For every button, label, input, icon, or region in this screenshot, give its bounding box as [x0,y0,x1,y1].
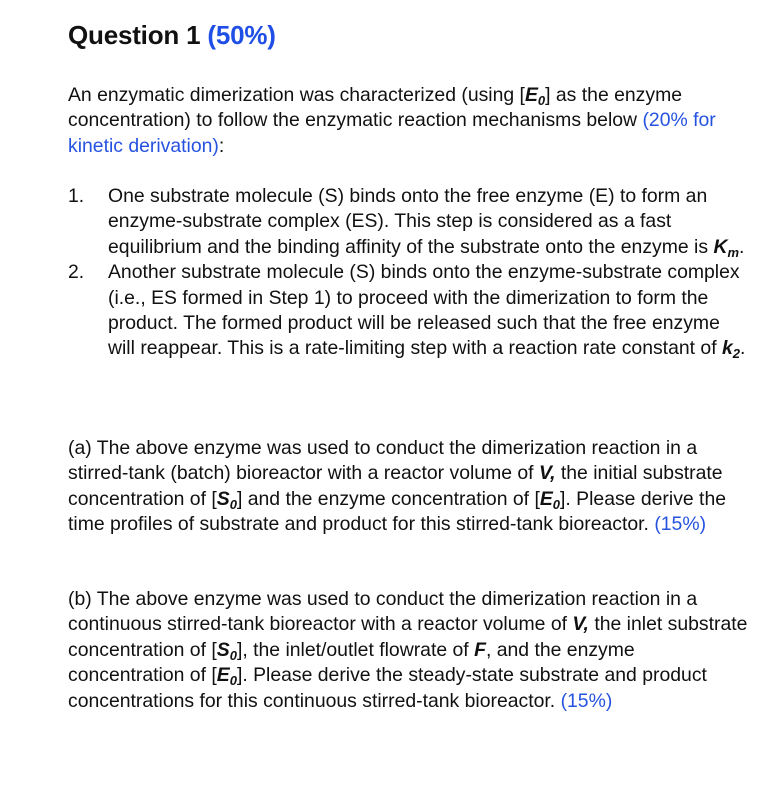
step-number: 2. [68,261,85,284]
part-a-s-var: S [216,487,230,510]
intro-e0-var: E [524,84,538,106]
part-b-text-1: The above enzyme was used to conduct the dimerization reaction in a continuous stirred-tank bioreactor with a reactor volume of [68,588,698,636]
intro-text-1: An enzymatic dimerization was characterized (using [ [68,84,525,106]
step-text: Another substrate molecule (S) binds onto the enzyme-substrate complex (i.e., ES formed in Step 1) to proceed with the dimerization to form the product. The formed product will be released such that the free enzyme will reappear. This is a rate-limiting step with a reaction rate constant of [108,261,740,360]
part-b-label: (b) [68,588,92,610]
part-b-e-var: E [216,664,230,687]
step-var: K [713,235,728,258]
mechanism-steps [68,184,748,362]
part-a-text-1: The above enzyme was used to conduct the dimerization reaction in a stirred-tank (batch) bioreactor with a reactor volume of [68,437,698,485]
part-b-paragraph [68,587,748,714]
step-number: 1. [68,185,85,207]
part-a-paragraph [68,436,748,538]
part-a-s-sub: 0 [229,496,237,512]
part-a-e-sub: 0 [552,496,561,512]
part-b-text-5: ]. Please derive the steady-state substrate and product concentrations for this continuous stirred-tank bioreactor. [68,664,707,712]
question-title-text: Question 1 [68,20,201,50]
part-a-weight: (15%) [654,513,707,536]
intro-paragraph [68,83,748,159]
part-b-text-3: ], the inlet/outlet flowrate of [236,638,475,661]
part-b-weight: (15%) [560,689,613,712]
step-text: One substrate molecule (S) binds onto the free enzyme (E) to form an enzyme-substrate complex (ES). This step is considered as a fast equilibrium and the binding affinity of the substrate onto the enzyme is [108,185,714,258]
part-a-text-2: the initial substrate concentration of [ [68,462,723,510]
step-end: . [739,235,745,258]
part-a-text-4: ]. Please derive the time profiles of substrate and product for this stirred-tank bioreactor. [68,487,727,536]
step-item [68,184,748,260]
question-weight: (50%) [207,20,276,50]
part-a-v-var: V, [538,462,556,485]
part-a-text-3: ] and the enzyme concentration of [ [236,487,540,510]
part-b-s-var: S [216,638,230,661]
part-b-text-4: , and the enzyme concentration of [ [68,638,635,687]
step-item [68,260,748,362]
step-end: . [740,337,746,360]
part-a-label: (a) [68,437,92,459]
step-var-sub: m [727,244,740,260]
step-var: k [721,337,733,360]
part-b-f-var: F [474,638,486,661]
part-a-e-var: E [539,487,553,510]
part-b-v-var: V, [572,613,589,636]
intro-text-2: ] as the enzyme concentration) to follow the enzymatic reaction mechanisms below [68,84,683,132]
intro-e0-sub: 0 [537,93,546,108]
intro-text-3: : [218,134,225,157]
question-title [68,20,276,51]
part-b-e-sub: 0 [229,673,237,689]
intro-weight: (20% for kinetic derivation) [68,109,716,157]
part-b-text-2: the inlet substrate concentration of [ [68,613,748,661]
part-b-s-sub: 0 [229,647,237,663]
step-var-sub: 2 [732,346,740,362]
